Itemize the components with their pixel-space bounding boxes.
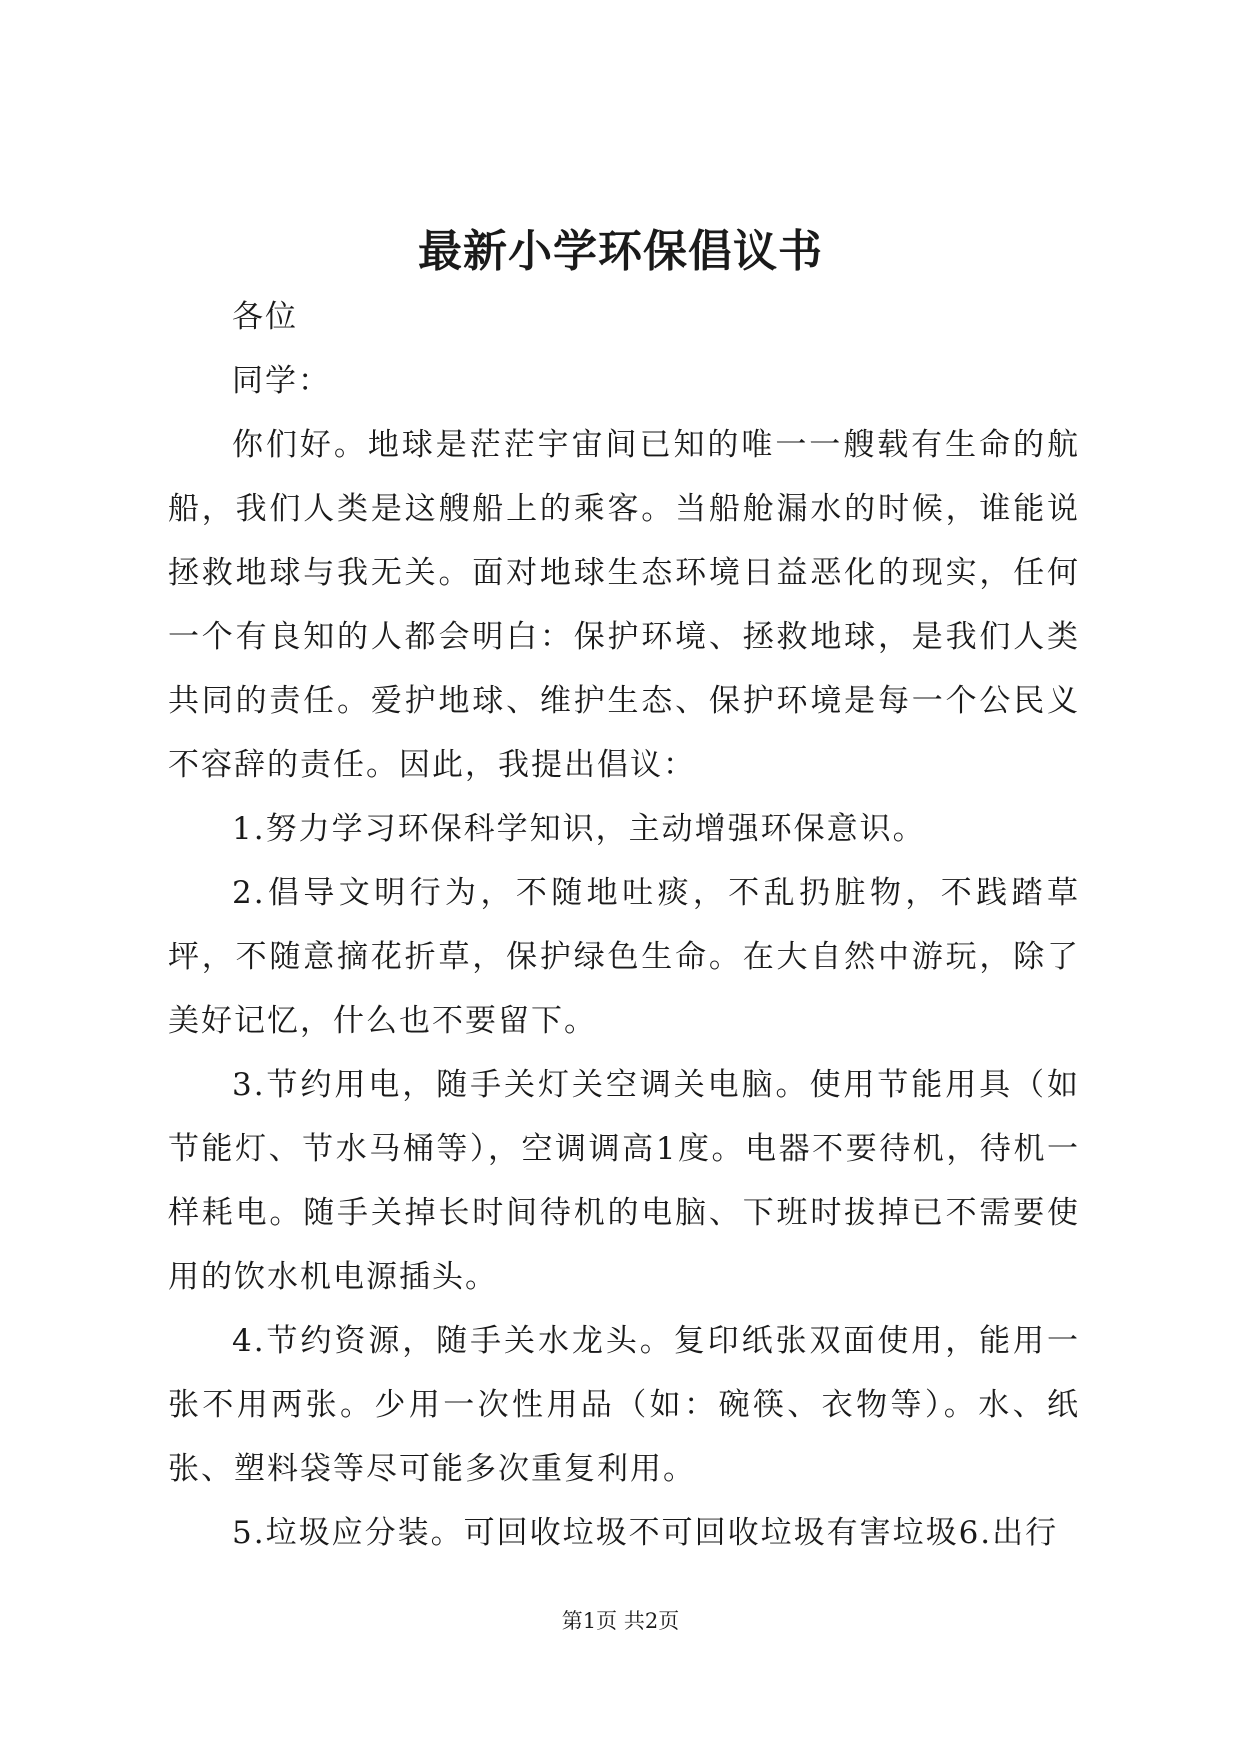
document-title: 最新小学环保倡议书 — [418, 226, 823, 277]
document-body — [168, 285, 1080, 1565]
proposal-item-5: 5.垃圾应分装。可回收垃圾不可回收垃圾有害垃圾6.出行 — [232, 1515, 1059, 1551]
salutation-line-1: 各位 — [232, 299, 298, 335]
page-number-footer: 第1页 共2页 — [561, 1609, 680, 1633]
proposal-item-1: 1.努力学习环保科学知识，主动增强环保意识。 — [232, 811, 926, 847]
salutation-line-2: 同学： — [232, 363, 331, 399]
proposal-item-4: 4.节约资源，随手关水龙头。复印纸张双面使用，能用一张不用两张。少用一次性用品（如：碗筷、衣物等）。水、纸张、塑料袋等尽可能多次重复利用。 — [168, 1323, 1080, 1487]
proposal-item-3: 3.节约用电，随手关灯关空调关电脑。使用节能用具（如节能灯、节水马桶等），空调调高1度。电器不要待机，待机一样耗电。随手关掉长时间待机的电脑、下班时拔掉已不需要使用的饮水机电源插头。 — [168, 1067, 1080, 1295]
intro-paragraph: 你们好。地球是茫茫宇宙间已知的唯一一艘载有生命的航船，我们人类是这艘船上的乘客。当船舱漏水的时候，谁能说拯救地球与我无关。面对地球生态环境日益恶化的现实，任何一个有良知的人都会明白：保护环境、拯救地球，是我们人类共同的责任。爱护地球、维护生态、保护环境是每一个公民义不容辞的责任。因此，我提出倡议： — [168, 427, 1080, 783]
proposal-item-2: 2.倡导文明行为，不随地吐痰，不乱扔脏物，不践踏草坪，不随意摘花折草，保护绿色生命。在大自然中游玩，除了美好记忆，什么也不要留下。 — [168, 875, 1080, 1039]
